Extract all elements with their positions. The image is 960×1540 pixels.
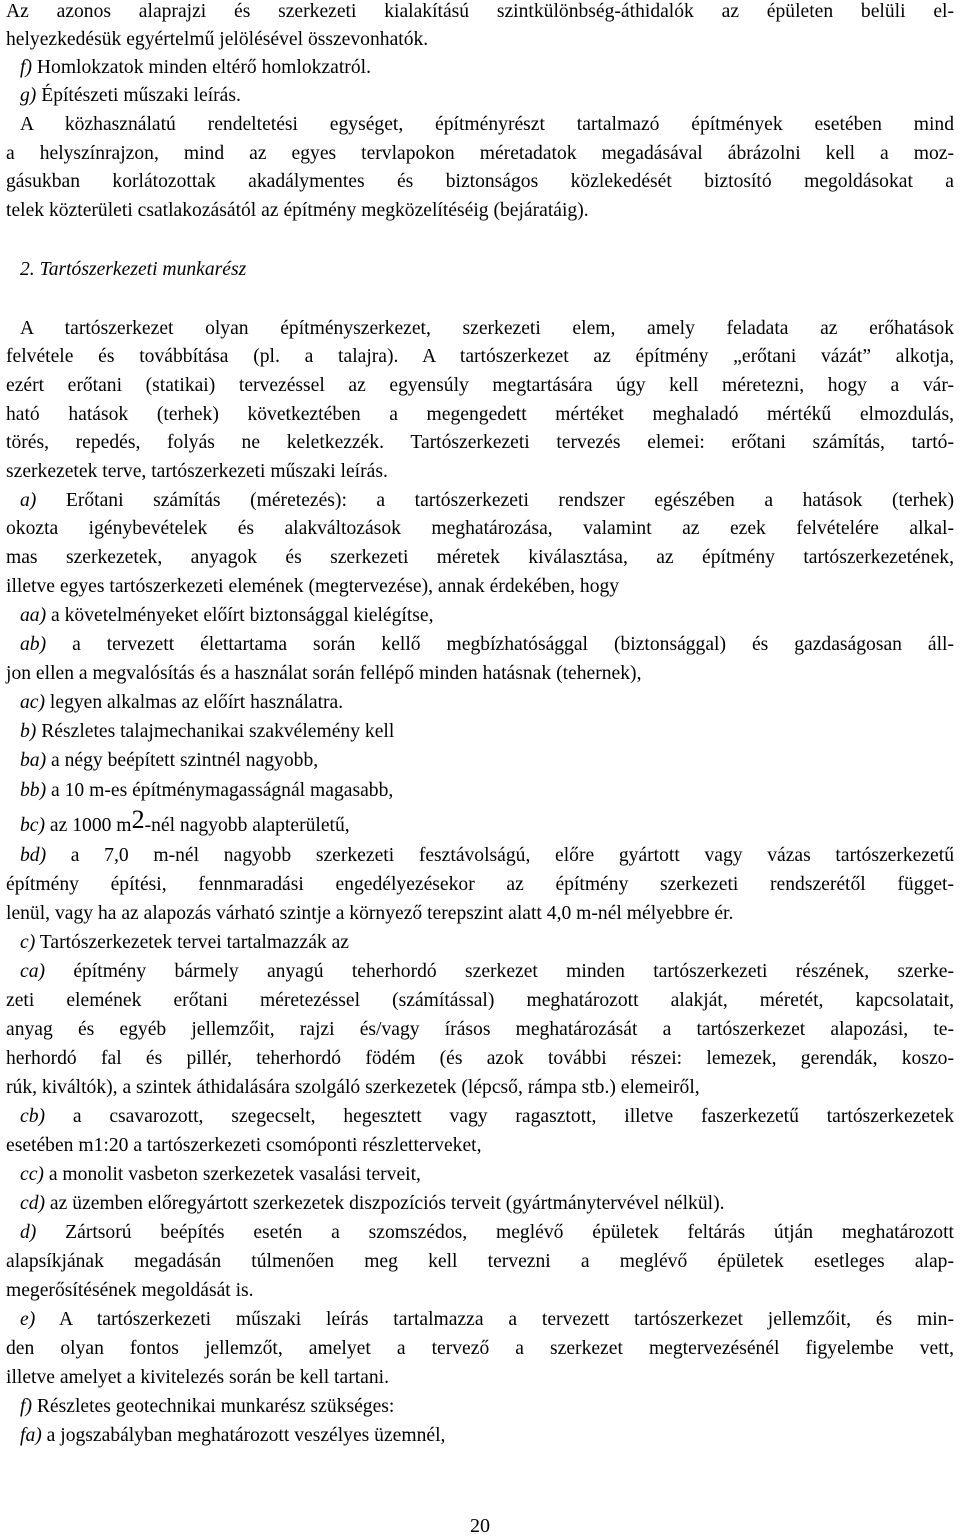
list-text: Építészeti műszaki leírás. — [36, 85, 241, 106]
text-line: gásukban korlátozottak akadálymentes és biztonságos közlekedését biztosító megoldásokat a — [6, 171, 954, 192]
text-line: herhordó fal és pillér, teherhordó födém (és azok további részei: lemezek, gerendák, koszo- — [6, 1048, 954, 1069]
list-text: A tartószerkezeti műszaki leírás tartalmazza a tervezett tartószerkezet jellemzőit, és min- — [35, 1309, 954, 1330]
text-line: helyezkedésük egyértelmű jelölésével összevonhatók. — [6, 29, 429, 50]
list-text: a jogszabályban meghatározott veszélyes üzemnél, — [41, 1425, 446, 1446]
list-item-a — [20, 487, 954, 515]
list-text: a 10 m-es építménymagasságnál magasabb, — [46, 780, 394, 801]
text-line: jon ellen a megvalósítás és a használat során fellépő minden hatásnak (tehernek), — [6, 663, 642, 684]
list-label: g) — [20, 85, 37, 106]
text-line: Az azonos alaprajzi és szerkezeti kialakítású szintkülönbség-áthidalók az épületen belüli el- — [6, 1, 954, 22]
list-text: Zártsorú beépítés esetén a szomszédos, meglévő épületek feltárás útján meghatározott — [36, 1222, 954, 1243]
list-text: Homlokzatok minden eltérő homlokzatról. — [31, 57, 371, 78]
list-item-c — [20, 929, 349, 957]
list-item-d — [20, 1219, 954, 1247]
list-text: a négy beépített szintnél nagyobb, — [46, 750, 319, 771]
list-item-bd — [20, 842, 954, 870]
list-item-bc — [20, 805, 350, 840]
list-item-aa — [20, 602, 434, 630]
list-item-cd — [20, 1190, 725, 1218]
list-item-f — [20, 54, 371, 82]
text-line: rúk, kiváltók), a szintek áthidalására szolgáló szerkezetek (lépcső, rámpa stb.) elemeiről, — [6, 1077, 700, 1098]
list-label: ab) — [20, 634, 47, 655]
list-label: ac) — [20, 692, 46, 713]
list-item-ab — [20, 631, 954, 659]
list-text: az üzemben előregyártott szerkezetek diszpozíciós terveit (gyártmánytervével nélkül). — [45, 1193, 725, 1214]
list-text: legyen alkalmas az előírt használatra. — [45, 692, 344, 713]
list-text: -nél nagyobb alapterületű, — [144, 815, 350, 836]
list-text: az 1000 m — [45, 815, 132, 836]
text-line: mas szerkezetek, anyagok és szerkezeti méretek kiválasztása, az építmény tartószerkezetének, — [6, 547, 954, 568]
list-text: Részletes talajmechanikai szakvélemény kell — [36, 721, 395, 742]
list-label: a) — [20, 490, 37, 511]
text-line: törés, repedés, folyás ne keletkezzék. Tartószerkezeti tervezés elemei: erőtani számítás, tartó- — [6, 432, 954, 453]
text-line: felvétele és továbbítása (pl. a talajra). A tartószerkezet az építmény „erőtani vázát” alkotja, — [6, 346, 954, 367]
text-line: okozta igénybevételek és alakváltozások meghatározása, valamint az ezek felvételére alkal- — [6, 518, 954, 539]
list-label: c) — [20, 932, 36, 953]
list-text: a csavarozott, szegecselt, hegesztett vagy ragasztott, illetve faszerkezetű tartószerkezetek — [45, 1106, 954, 1127]
list-text: Tartószerkezetek tervei tartalmazzák az — [35, 932, 349, 953]
list-label: bb) — [20, 780, 47, 801]
text-line: illetve egyes tartószerkezeti elemének (megtervezése), annak érdekében, hogy — [6, 576, 620, 597]
list-text: építmény bármely anyagú teherhordó szerkezet minden tartószerkezeti részének, szerke- — [45, 961, 954, 982]
page-number: 20 — [470, 1515, 490, 1537]
text-line: szerkezetek terve, tartószerkezeti műszaki leírás. — [6, 461, 388, 482]
superscript: 2 — [131, 805, 145, 834]
text-line: esetében m1:20 a tartószerkezeti csomóponti részletterveket, — [6, 1135, 482, 1156]
section-heading: 2. Tartószerkezeti munkarész — [20, 259, 247, 280]
list-label: f) — [20, 1396, 32, 1417]
list-label: ba) — [20, 750, 47, 771]
list-label: e) — [20, 1309, 36, 1330]
text-line: alapsíkjának megadásán túlmenően meg kell tervezni a meglévő épületek esetleges alap- — [6, 1251, 954, 1272]
list-item-ca — [20, 958, 954, 986]
list-label: cb) — [20, 1106, 46, 1127]
list-item-ba — [20, 747, 318, 775]
list-label: bc) — [20, 815, 46, 836]
list-item-cb — [20, 1103, 954, 1131]
list-item-fa — [20, 1422, 445, 1450]
list-label: d) — [20, 1222, 37, 1243]
text-line: a helyszínrajzon, mind az egyes tervlapokon méretadatok megadásával ábrázolni kell a moz- — [6, 143, 954, 164]
text-line: illetve amelyet a kivitelezés során be kell tartani. — [6, 1367, 390, 1388]
list-item-b — [20, 718, 394, 746]
list-text: Erőtani számítás (méretezés): a tartószerkezeti rendszer egészében a hatások (terhek) — [36, 490, 954, 511]
text-line: anyag és egyéb jellemzőit, rajzi és/vagy írásos meghatározását a tartószerkezet alapozási, te- — [6, 1019, 954, 1040]
text-line: megerősítésének megoldását is. — [6, 1280, 254, 1301]
text-line: lenül, vagy ha az alapozás várható szintje a környező terepszint alatt 4,0 m-nél mélyebbre ér. — [6, 903, 734, 924]
text-line: A tartószerkezet olyan építményszerkezet, szerkezeti elem, amely feladata az erőhatások — [20, 318, 954, 339]
text-line: ható hatások (terhek) következtében a megengedett mértéket meghaladó mértékű elmozdulás, — [6, 404, 954, 425]
list-item-ac — [20, 689, 343, 717]
list-item-bb — [20, 777, 393, 805]
list-label: b) — [20, 721, 37, 742]
list-item-f — [20, 1393, 394, 1421]
list-label: cd) — [20, 1193, 46, 1214]
text-line: den olyan fontos jellemzőt, amelyet a tervező a szerkezet megtervezésénél figyelembe vett, — [6, 1338, 954, 1359]
text-line: A közhasználatú rendeltetési egységet, építményrészt tartalmazó építmények esetében mind — [20, 114, 954, 135]
text-line: zeti elemének erőtani méretezéssel (számítással) meghatározott alakját, méretét, kapcsolatait, — [6, 990, 954, 1011]
list-text: a monolit vasbeton szerkezetek vasalási terveit, — [43, 1164, 421, 1185]
list-text: a 7,0 m-nél nagyobb szerkezeti fesztávolságú, előre gyártott vagy vázas tartószerkezetű — [46, 845, 954, 866]
list-text: a követelményeket előírt biztonsággal kielégítse, — [46, 605, 434, 626]
list-item-cc — [20, 1161, 421, 1189]
list-label: f) — [20, 57, 32, 78]
text-line: telek közterületi csatlakozásától az építmény megközelítéséig (bejáratáig). — [6, 200, 589, 221]
list-text: Részletes geotechnikai munkarész szükséges: — [31, 1396, 395, 1417]
text-line: építmény építési, fennmaradási engedélyezésekor az építmény szerkezeti rendszerétől függet- — [6, 874, 954, 895]
list-label: ca) — [20, 961, 46, 982]
list-label: cc) — [20, 1164, 44, 1185]
list-text: a tervezett élettartama során kellő megbízhatósággal (biztonsággal) és gazdaságosan áll- — [46, 634, 954, 655]
list-label: bd) — [20, 845, 47, 866]
list-label: fa) — [20, 1425, 42, 1446]
list-item-e — [20, 1306, 954, 1334]
text-line: ezért erőtani (statikai) tervezéssel az egyensúly megtartására úgy kell méretezni, hogy a vár- — [6, 375, 954, 396]
list-label: aa) — [20, 605, 47, 626]
list-item-g — [20, 82, 241, 110]
